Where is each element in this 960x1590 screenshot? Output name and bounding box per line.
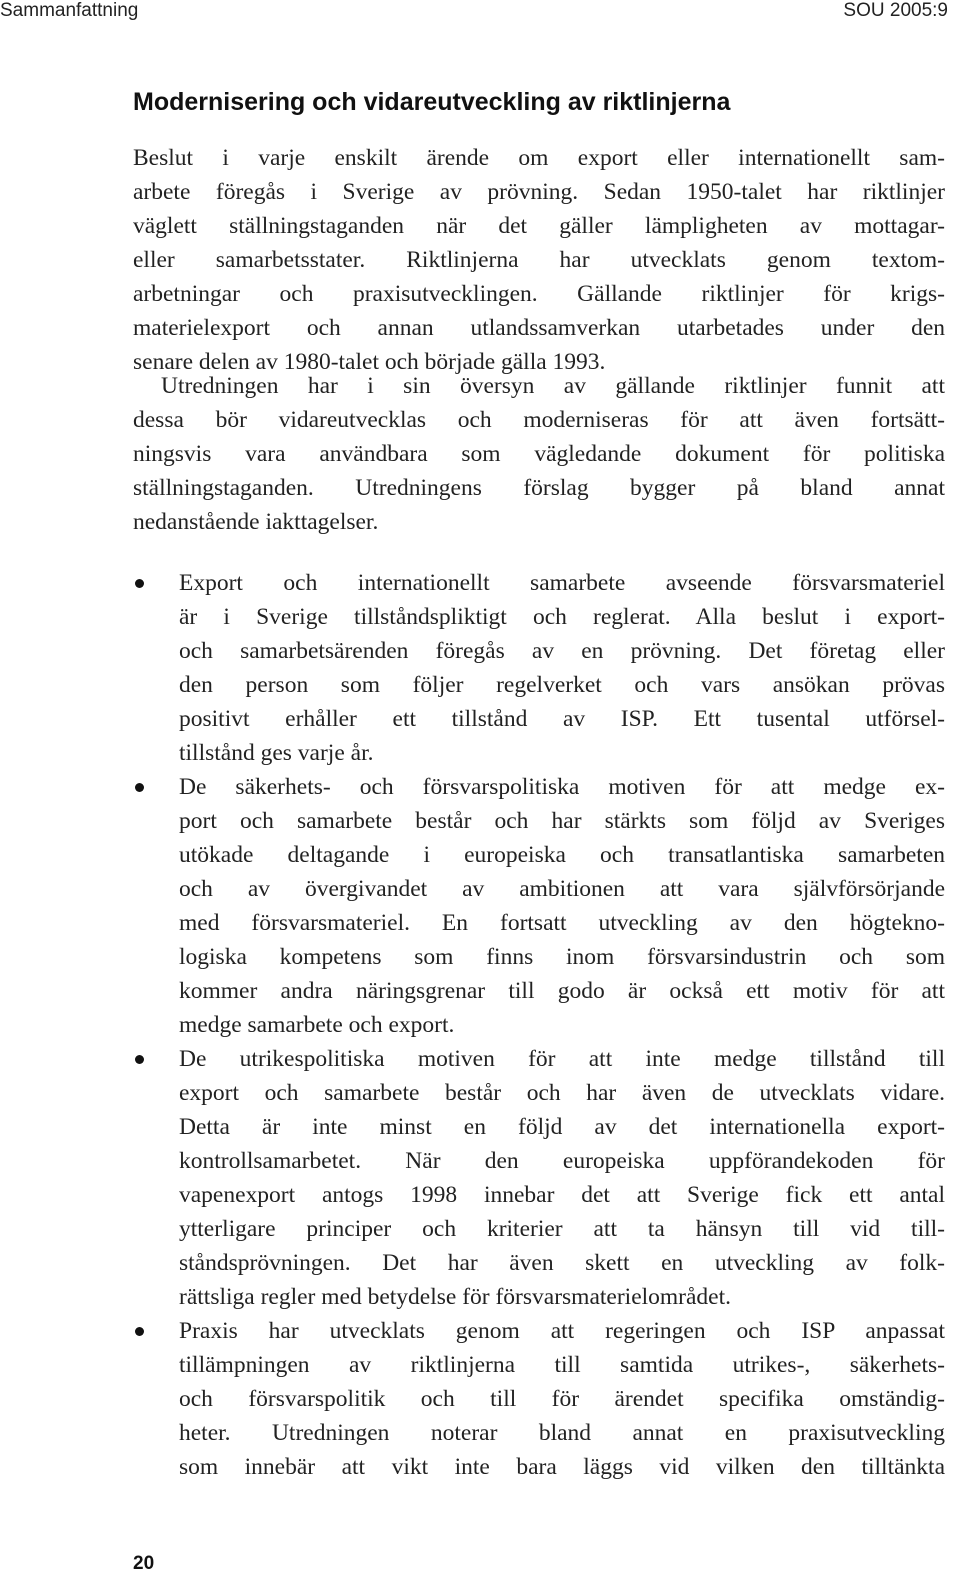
text-line: är i Sverige tillståndspliktigt och reglerat. Alla beslut i export- — [179, 604, 945, 630]
text-line: och samarbetsärenden föregås av en prövning. Det företag eller — [179, 638, 945, 664]
text-line: medge samarbete och export. — [179, 1012, 455, 1038]
text-line: dessa bör vidareutvecklas och moderniseras för att även fortsätt- — [133, 407, 945, 433]
bullet-icon — [135, 1327, 144, 1336]
text-line: tillstånd ges varje år. — [179, 740, 374, 766]
text-line: ytterligare principer och kriterier att ta hänsyn till vid till- — [179, 1216, 945, 1242]
text-line: väglett ställningstaganden när det gäller lämpligheten av mottagar- — [133, 213, 945, 239]
text-line: positivt erhåller ett tillstånd av ISP. Ett tusental utförsel- — [179, 706, 945, 732]
text-line: och försvarspolitik och till för ärendet specifika omständig- — [179, 1386, 945, 1412]
text-line: Export och internationellt samarbete avseende försvarsmateriel — [179, 570, 945, 596]
text-line: som innebär att vikt inte bara läggs vid vilken den tilltänkta — [179, 1454, 945, 1480]
text-line: rättsliga regler med betydelse för försvarsmaterielområdet. — [179, 1284, 732, 1310]
text-line: utökade deltagande i europeiska och transatlantiska samarbeten — [179, 842, 945, 868]
text-line: Praxis har utvecklats genom att regeringen och ISP anpassat — [179, 1318, 945, 1344]
text-line: De säkerhets- och försvarspolitiska motiven för att medge ex- — [179, 774, 945, 800]
text-line: Utredningen har i sin översyn av gällande riktlinjer funnit att — [161, 373, 945, 399]
bullet-icon — [135, 579, 144, 588]
text-line: arbetningar och praxisutvecklingen. Gällande riktlinjer för krigs- — [133, 281, 945, 307]
text-line: tillämpningen av riktlinjerna till samtida utrikes-, säkerhets- — [179, 1352, 945, 1378]
text-line: arbete föregås i Sverige av prövning. Sedan 1950-talet har riktlinjer — [133, 179, 945, 205]
paragraph-1 — [133, 141, 945, 379]
page-number: 20 — [133, 1553, 155, 1574]
text-line: logiska kompetens som finns inom försvarsindustrin och som — [179, 944, 945, 970]
list-item — [133, 770, 945, 1042]
text-line: heter. Utredningen noterar bland annat en praxisutveckling — [179, 1420, 945, 1446]
text-line: den person som följer regelverket och vars ansökan prövas — [179, 672, 945, 698]
running-header-report-id: SOU 2005:9 — [843, 0, 948, 21]
text-line: ståndsprövningen. Det har även skett en utveckling av folk- — [179, 1250, 945, 1276]
paragraph-2 — [133, 369, 945, 539]
text-line: kommer andra näringsgrenar till godo är också ett motiv för att — [179, 978, 945, 1004]
page-header — [0, 0, 960, 34]
text-line: eller samarbetsstater. Riktlinjerna har utvecklats genom textom- — [133, 247, 945, 273]
observation-list — [133, 566, 945, 1484]
text-line: senare delen av 1980-talet och började gälla 1993. — [133, 349, 606, 375]
text-line: med försvarsmateriel. En fortsatt utveckling av den högtekno- — [179, 910, 945, 936]
running-header-section: Sammanfattning — [0, 0, 139, 21]
text-line: ställningstaganden. Utredningens förslag bygger på bland annat — [133, 475, 945, 501]
text-line: materielexport och annan utlandssamverkan utarbetades under den — [133, 315, 945, 341]
text-line: port och samarbete består och har stärkts som följd av Sveriges — [179, 808, 945, 834]
bullet-icon — [135, 783, 144, 792]
list-item — [133, 566, 945, 770]
bullet-icon — [135, 1055, 144, 1064]
text-line: ningsvis vara användbara som vägledande dokument för politiska — [133, 441, 945, 467]
list-item — [133, 1314, 945, 1484]
text-line: Detta är inte minst en följd av det internationella export- — [179, 1114, 945, 1140]
text-line: nedanstående iakttagelser. — [133, 509, 379, 535]
text-line: och av övergivandet av ambitionen att vara självförsörjande — [179, 876, 945, 902]
text-line: Beslut i varje enskilt ärende om export eller internationellt sam- — [133, 145, 945, 171]
text-line: kontrollsamarbetet. När den europeiska uppförandekoden för — [179, 1148, 945, 1174]
section-title: Modernisering och vidareutveckling av riktlinjerna — [133, 88, 731, 116]
text-line: De utrikespolitiska motiven för att inte medge tillstånd till — [179, 1046, 945, 1072]
text-line: vapenexport antogs 1998 innebar det att Sverige fick ett antal — [179, 1182, 945, 1208]
list-item — [133, 1042, 945, 1314]
text-line: export och samarbete består och har även de utvecklats vidare. — [179, 1080, 945, 1106]
